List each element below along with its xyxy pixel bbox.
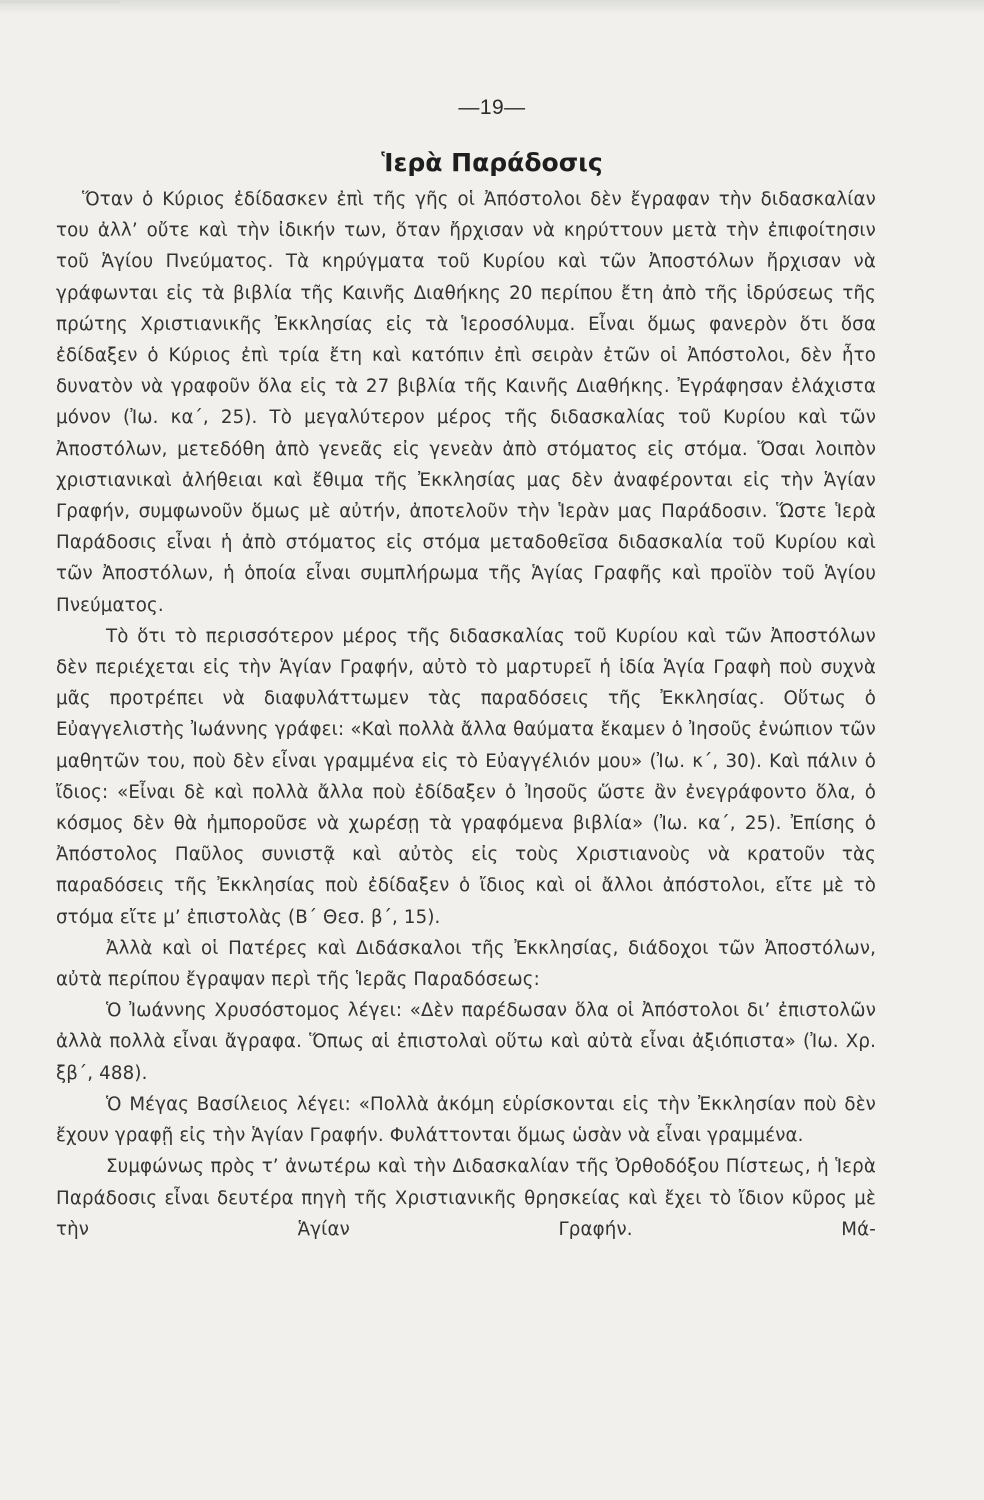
paragraph-3: Ἀλλὰ καὶ οἱ Πατέρες καὶ Διδάσκαλοι τῆς Ἐκκλησίας, διάδοχοι τῶν Ἀποστόλων, αὐτὰ περίπου ἔγραψαν περὶ τῆς Ἱερᾶς Παραδόσεως: xyxy=(56,937,876,991)
section-title: Ἱερὰ Παράδοσις xyxy=(381,148,603,177)
page-number: —19— xyxy=(458,96,526,119)
paragraph-4: Ὁ Ἰωάννης Χρυσόστομος λέγει: «Δὲν παρέδωσαν ὅλα οἱ Ἀπόστολοι δι’ ἐπιστολῶν ἀλλὰ πολλὰ εἶναι ἄγραφα. Ὅπως αἱ ἐπιστολαὶ οὕτω καὶ αὐτὰ εἶναι ἀξιόπιστα» (Ἰω. Χρ. ξβ΄, 488). xyxy=(56,1000,876,1084)
paragraph-1: Ὅταν ὁ Κύριος ἐδίδασκεν ἐπὶ τῆς γῆς οἱ Ἀπόστολοι δὲν ἔγραφαν τὴν διδασκαλίαν του ἀλλ’ οὔτε καὶ τὴν ἰδικήν των, ὅταν ἤρχισαν νὰ κηρύττουν μετὰ τὴν ἐπιφοίτησιν τοῦ Ἁγίου Πνεύματος. Τὰ κηρύγματα τοῦ Κυρίου καὶ τῶν Ἀποστόλων ἤρχισαν νὰ γράφωνται εἰς τὰ βιβλία τῆς Καινῆς Διαθήκης 20 περίπου ἔτη ἀπὸ τῆς ἱδρύσεως τῆς πρώτης Χριστιανικῆς Ἐκκλησίας εἰς τὰ Ἱεροσόλυμα. Εἶναι ὅμως φανερὸν ὅτι ὅσα ἐδίδαξεν ὁ Κύριος ἐπὶ τρία ἔτη καὶ κατόπιν ἐπὶ σειρὰν ἐτῶν οἱ Ἀπόστολοι, δὲν ἦτο δυνατὸν νὰ γραφοῦν ὅλα εἰς τὰ 27 βιβλία τῆς Καινῆς Διαθήκης. Ἐγράφησαν ἐλάχιστα μόνον (Ἰω. κα΄, 25). Τὸ μεγαλύτερον μέρος τῆς διδασκαλίας τοῦ Κυρίου καὶ τῶν Ἀποστόλων, μετεδόθη ἀπὸ γενεᾶς εἰς γενεὰν ἀπὸ στόματος εἰς στόμα. Ὅσαι λοιπὸν χριστιανικαὶ ἀλήθειαι καὶ ἔθιμα τῆς Ἐκκλησίας μας δὲν ἀναφέρονται εἰς τὴν Ἁγίαν Γραφήν, συμφωνοῦν ὅμως μὲ αὐτήν, ἀποτελοῦν τὴν Ἱερὰν μας Παράδοσιν. Ὥστε Ἱερὰ Παράδοσις εἶναι ἡ ἀπὸ στόματος εἰς στόμα μεταδοθεῖσα διδασκαλία τοῦ Κυρίου καὶ τῶν Ἀποστόλων, ἡ ὁποία εἶναι συμπλήρωμα τῆς Ἁγίας Γραφῆς καὶ προϊὸν τοῦ Ἁγίου Πνεύματος. xyxy=(56,189,876,616)
paragraph-2: Τὸ ὅτι τὸ περισσότερον μέρος τῆς διδασκαλίας τοῦ Κυρίου καὶ τῶν Ἀποστόλων δὲν περιέχεται εἰς τὴν Ἁγίαν Γραφήν, αὐτὸ τὸ μαρτυρεῖ ἡ ἰδία Ἁγία Γραφὴ ποὺ συχνὰ μᾶς προτρέπει νὰ διαφυλάττωμεν τὰς παραδόσεις τῆς Ἐκκλησίας. Οὕτως ὁ Εὐαγγελιστὴς Ἰωάννης γράφει: «Καὶ πολλὰ ἄλλα θαύματα ἔκαμεν ὁ Ἰησοῦς ἐνώπιον τῶν μαθητῶν του, ποὺ δὲν εἶναι γραμμένα εἰς τὸ Εὐαγγέλιόν μου» (Ἰω. κ΄, 30). Καὶ πάλιν ὁ ἴδιος: «Εἶναι δὲ καὶ πολλὰ ἄλλα ποὺ ἐδίδαξεν ὁ Ἰησοῦς ὥστε ἂν ἐνεγράφοντο ὅλα, ὁ κόσμος δὲν θὰ ἠμποροῦσε νὰ χωρέσῃ τὰ γραφόμενα βιβλία» (Ἰω. κα΄, 25). Ἐπίσης ὁ Ἀπόστολος Παῦλος συνιστᾷ καὶ αὐτὸς εἰς τοὺς Χριστιανοὺς νὰ κρατοῦν τὰς παραδόσεις τῆς Ἐκκλησίας ποὺ ἐδίδαξεν ὁ ἴδιος καὶ οἱ ἄλλοι ἀπόστολοι, εἴτε μὲ τὸ στόμα εἴτε μ’ ἐπιστολὰς (Β΄ Θεσ. β΄, 15). xyxy=(56,625,876,928)
page-top-shadow xyxy=(0,0,984,14)
paragraph-5: Ὁ Μέγας Βασίλειος λέγει: «Πολλὰ ἀκόμη εὑρίσκονται εἰς τὴν Ἐκκλησίαν ποὺ δὲν ἔχουν γραφῇ εἰς τὴν Ἁγίαν Γραφήν. Φυλάττονται ὅμως ὡσὰν νὰ εἶναι γραμμένα. xyxy=(56,1093,876,1147)
body-text xyxy=(56,184,876,1245)
paragraph-6: Συμφώνως πρὸς τ’ ἀνωτέρω καὶ τὴν Διδασκαλίαν τῆς Ὀρθοδόξου Πίστεως, ἡ Ἱερὰ Παράδοσις εἶναι δευτέρα πηγὴ τῆς Χριστιανικῆς θρησκείας καὶ ἔχει τὸ ἴδιον κῦρος μὲ τὴν Ἁγίαν Γραφήν. Μά- xyxy=(56,1156,876,1240)
